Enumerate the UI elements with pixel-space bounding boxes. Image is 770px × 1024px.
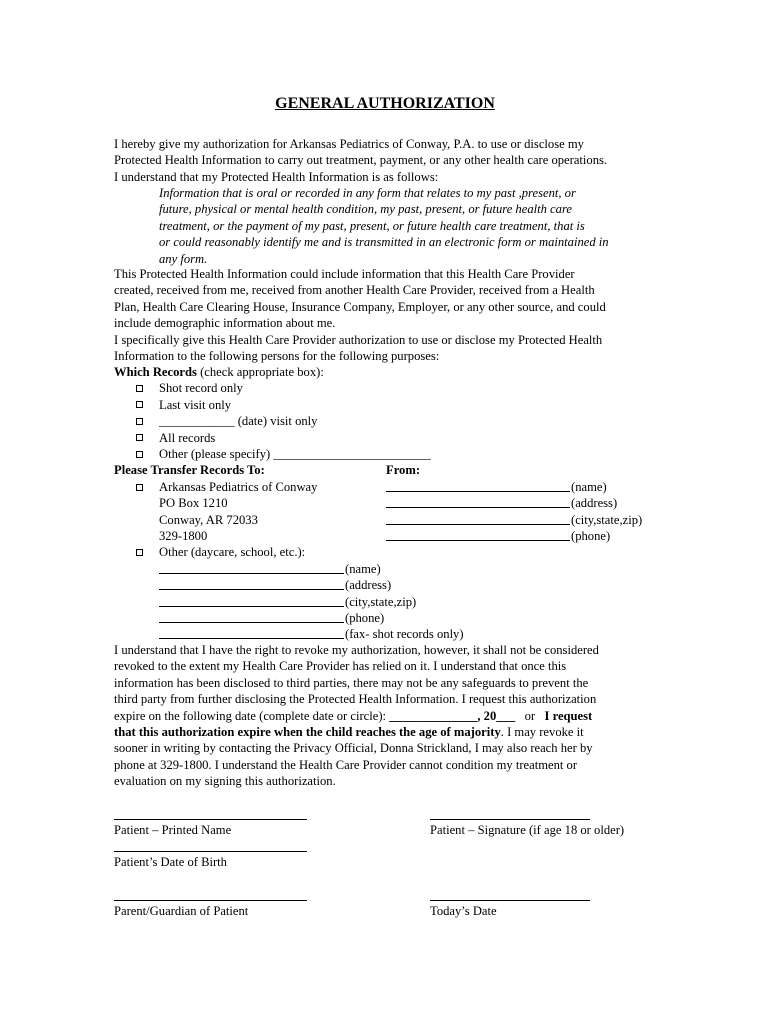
checkbox-other-recipient[interactable] xyxy=(136,549,143,556)
from-phone-label: (phone) xyxy=(571,529,611,543)
expire-line xyxy=(114,708,714,724)
from-heading: From: xyxy=(386,463,421,477)
phi-line: I specifically give this Health Care Provider authorization to use or disclose my Protected Health xyxy=(114,332,603,347)
phi-line: Information to the following persons for the following purposes: xyxy=(114,349,440,364)
other-phone-line[interactable] xyxy=(159,622,344,623)
from-name-line[interactable] xyxy=(386,491,570,492)
clinic-address: PO Box 1210 xyxy=(159,496,228,510)
from-city-label: (city,state,zip) xyxy=(571,513,643,527)
other-city-label: (city,state,zip) xyxy=(345,595,417,609)
date-visit-label: (date) visit only xyxy=(237,414,318,428)
revoke-tail-line: phone at 329-1800. I understand the Health Care Provider cannot condition my treatment or xyxy=(114,757,578,772)
guardian-label: Parent/Guardian of Patient xyxy=(114,904,249,918)
revoke-line: revoked to the extent my Health Care Provider has relied on it. I understand that once this xyxy=(114,659,567,674)
expire-prefix: expire on the following date (complete date or circle): xyxy=(114,708,390,723)
from-address-label: (address) xyxy=(571,496,618,510)
revoke-line: third party from further disclosing the Protected Health Information. I request this authorization xyxy=(114,692,597,707)
definition-line: or could reasonably identify me and is transmitted in an electronic form or maintained in xyxy=(159,235,609,250)
intro-line: Protected Health Information to carry out treatment, payment, or any other health care operations. xyxy=(114,153,608,168)
revoke-line: information has been disclosed to third parties, there may not be any safeguards to prevent the xyxy=(114,675,589,690)
clinic-phone: 329-1800 xyxy=(159,529,208,543)
date-line[interactable] xyxy=(430,900,590,901)
other-address-line[interactable] xyxy=(159,589,344,590)
clinic-name: Arkansas Pediatrics of Conway xyxy=(159,480,318,494)
option-last-visit: Last visit only xyxy=(159,398,232,412)
expire-or: or xyxy=(524,708,536,723)
phi-line: include demographic information about me. xyxy=(114,316,336,331)
definition-line: Information that is oral or recorded in any form that relates to my past ,present, or xyxy=(159,186,576,200)
revoke-tail-line: sooner in writing by contacting the Privacy Official, Donna Strickland, I may also reach her by xyxy=(114,741,593,756)
option-date-visit xyxy=(159,413,317,429)
revoke-line: I understand that I have the right to revoke my authorization, however, it shall not be considered xyxy=(114,643,599,657)
checkbox-all-records[interactable] xyxy=(136,434,143,441)
checkbox-date-visit[interactable] xyxy=(136,418,143,425)
clinic-city: Conway, AR 72033 xyxy=(159,513,258,527)
transfer-to-heading: Please Transfer Records To: xyxy=(114,463,265,477)
majority-line xyxy=(114,724,714,740)
dob-label: Patient’s Date of Birth xyxy=(114,855,227,869)
phi-paragraph xyxy=(114,266,674,364)
definition-line: future, physical or mental health condition, my past, present, or future health care xyxy=(159,202,572,217)
intro-line: I understand that my Protected Health Information is as follows: xyxy=(114,169,439,184)
majority-bold: that this authorization expire when the child reaches the age of majority xyxy=(114,725,501,740)
date-label: Today’s Date xyxy=(430,904,497,918)
printed-name-line[interactable] xyxy=(114,819,307,820)
request-bold: I request xyxy=(544,708,593,723)
from-address-line[interactable] xyxy=(386,507,570,508)
definition-line: any form. xyxy=(159,251,208,266)
signature-label: Patient – Signature (if age 18 or older) xyxy=(430,823,625,837)
option-other xyxy=(159,446,431,462)
intro-paragraph xyxy=(114,136,674,185)
checkbox-last-visit[interactable] xyxy=(136,401,143,408)
other-address-label: (address) xyxy=(345,578,392,592)
which-records-hint: (check appropriate box): xyxy=(200,365,324,379)
other-name-line[interactable] xyxy=(159,573,344,574)
definition-line: treatment, or the payment of my past, present, or future health care treatment, that is xyxy=(159,218,585,233)
majority-tail: . I may revoke it xyxy=(500,725,584,740)
from-name-label: (name) xyxy=(571,480,607,494)
option-all-records: All records xyxy=(159,431,216,445)
other-label: Other (please specify) xyxy=(159,447,271,461)
which-records-label: Which Records xyxy=(114,365,197,379)
other-fax-label: (fax- shot records only) xyxy=(345,627,464,641)
other-city-line[interactable] xyxy=(159,606,344,607)
intro-line: I hereby give my authorization for Arkansas Pediatrics of Conway, P.A. to use or disclose my xyxy=(114,137,584,151)
signature-line[interactable] xyxy=(430,819,590,820)
page-title: GENERAL AUTHORIZATION xyxy=(275,95,495,112)
phi-line: Plan, Health Care Clearing House, Insurance Company, Employer, or any other source, and could xyxy=(114,299,606,314)
checkbox-other[interactable] xyxy=(136,451,143,458)
which-records-heading xyxy=(114,364,324,380)
other-phone-label: (phone) xyxy=(345,611,385,625)
checkbox-shot-record[interactable] xyxy=(136,385,143,392)
dob-line[interactable] xyxy=(114,851,307,852)
phi-line: created, received from me, received from another Health Care Provider, received from a Health xyxy=(114,283,595,298)
expire-date-blank[interactable]: ______________ xyxy=(389,708,478,723)
other-recipient-label: Other (daycare, school, etc.): xyxy=(159,545,306,559)
checkbox-arkansas-pediatrics[interactable] xyxy=(136,484,143,491)
revoke-paragraph xyxy=(114,642,714,790)
phi-line: This Protected Health Information could include information that this Health Care Provider xyxy=(114,267,575,281)
expire-year[interactable]: , 20___ xyxy=(477,708,516,723)
revoke-tail-line: evaluation on my signing this authorization. xyxy=(114,774,336,789)
from-phone-line[interactable] xyxy=(386,540,570,541)
printed-name-label: Patient – Printed Name xyxy=(114,823,232,837)
date-visit-blank[interactable]: ____________ xyxy=(159,414,235,428)
other-name-label: (name) xyxy=(345,562,381,576)
guardian-line[interactable] xyxy=(114,900,307,901)
other-fax-line[interactable] xyxy=(159,638,344,639)
phi-definition xyxy=(159,185,669,267)
from-city-line[interactable] xyxy=(386,524,570,525)
other-specify-blank[interactable]: _________________________ xyxy=(273,447,431,461)
option-shot-record: Shot record only xyxy=(159,381,243,395)
